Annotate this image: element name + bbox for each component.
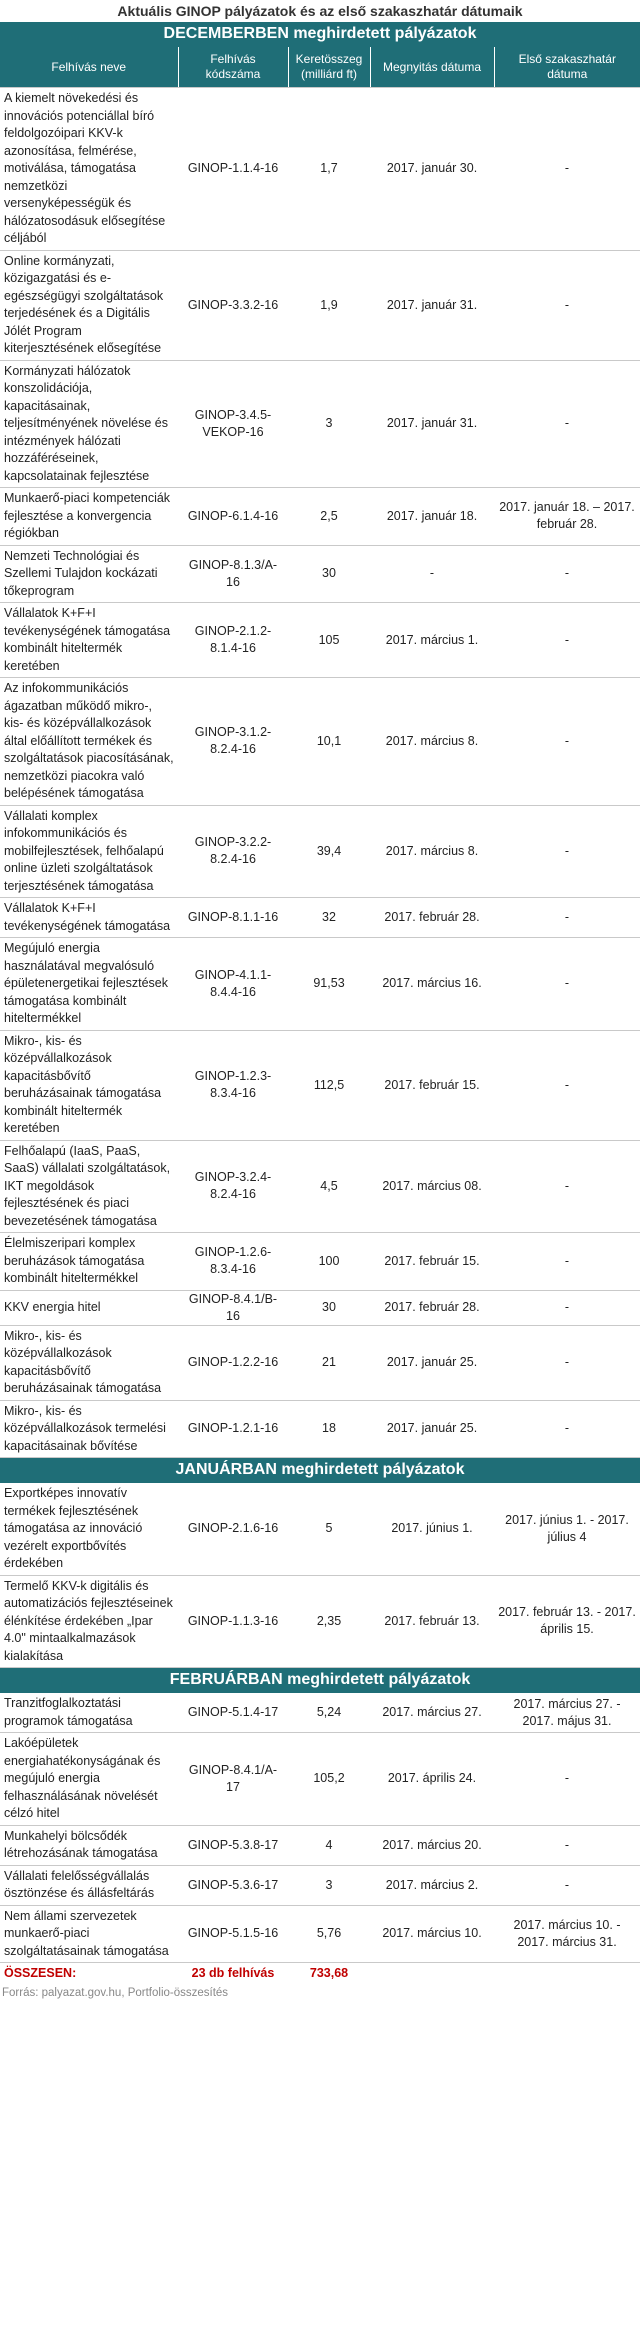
- first-deadline: -: [494, 1400, 640, 1458]
- table-row: [0, 488, 640, 546]
- tender-code: GINOP-3.4.5-VEKOP-16: [178, 360, 288, 488]
- tender-code: GINOP-1.2.2-16: [178, 1325, 288, 1400]
- tender-code: GINOP-1.2.6-8.3.4-16: [178, 1233, 288, 1291]
- section-title: FEBRUÁRBAN meghirdetett pályázatok: [0, 1668, 640, 1693]
- tender-code: GINOP-8.1.1-16: [178, 898, 288, 938]
- open-date: 2017. február 28.: [370, 1290, 494, 1325]
- open-date: 2017. február 15.: [370, 1030, 494, 1140]
- first-deadline: -: [494, 88, 640, 251]
- open-date: 2017. március 8.: [370, 678, 494, 806]
- tender-code: GINOP-5.1.5-16: [178, 1905, 288, 1963]
- table-row: [0, 1030, 640, 1140]
- tender-name: KKV energia hitel: [0, 1290, 178, 1325]
- tender-code: GINOP-3.2.4- 8.2.4-16: [178, 1140, 288, 1233]
- open-date: 2017. március 1.: [370, 603, 494, 678]
- open-date: 2017. január 25.: [370, 1400, 494, 1458]
- tender-name: Az infokommunikációs ágazatban működő mikro-, kis- és középvállalkozások által előállított termékek és szolgáltatások piacosításának, nemzetközi piacokra való belépésének támogatása: [0, 678, 178, 806]
- first-deadline: -: [494, 1325, 640, 1400]
- tender-name: Lakóépületek energiahatékonyságának és megújuló energia felhasználásának növelését célzó hitel: [0, 1733, 178, 1826]
- first-deadline: 2017. március 27. - 2017. május 31.: [494, 1693, 640, 1733]
- first-deadline: -: [494, 805, 640, 898]
- tender-code: GINOP-3.3.2-16: [178, 250, 288, 360]
- table-row: [0, 898, 640, 938]
- section-header: [0, 22, 640, 47]
- tender-code: GINOP-6.1.4-16: [178, 488, 288, 546]
- table-row: [0, 1325, 640, 1400]
- table-row: [0, 678, 640, 806]
- tender-name: Vállalati komplex infokommunikációs és mobilfejlesztések, felhőalapú online üzleti szolgáltatások terjesztésének támogatása: [0, 805, 178, 898]
- table-row: [0, 805, 640, 898]
- first-deadline: -: [494, 1733, 640, 1826]
- open-date: 2017. március 10.: [370, 1905, 494, 1963]
- table-row: [0, 1825, 640, 1865]
- section-title: DECEMBERBEN meghirdetett pályázatok: [0, 22, 640, 47]
- section-header: [0, 1668, 640, 1693]
- table-row: [0, 1290, 640, 1325]
- tender-name: Munkahelyi bölcsődék létrehozásának támogatása: [0, 1825, 178, 1865]
- open-date: 2017. január 25.: [370, 1325, 494, 1400]
- tender-amount: 39,4: [288, 805, 370, 898]
- tender-amount: 3: [288, 360, 370, 488]
- tender-amount: 30: [288, 545, 370, 603]
- table-row: [0, 1865, 640, 1905]
- section-title: JANUÁRBAN meghirdetett pályázatok: [0, 1458, 640, 1483]
- tender-code: GINOP-3.2.2-8.2.4-16: [178, 805, 288, 898]
- tender-code: GINOP-1.2.1-16: [178, 1400, 288, 1458]
- tender-code: GINOP-5.3.6-17: [178, 1865, 288, 1905]
- open-date: 2017. március 2.: [370, 1865, 494, 1905]
- tender-code: GINOP-3.1.2-8.2.4-16: [178, 678, 288, 806]
- tender-name: Termelő KKV-k digitális és automatizációs fejlesztéseinek élénkítése érdekében „Ipar 4.0" mintaalkalmazások kialakítása: [0, 1575, 178, 1668]
- first-deadline: -: [494, 1825, 640, 1865]
- first-deadline: 2017. június 1. - 2017. július 4: [494, 1483, 640, 1576]
- open-date: -: [370, 545, 494, 603]
- table-row: [0, 603, 640, 678]
- tender-amount: 32: [288, 898, 370, 938]
- tender-amount: 21: [288, 1325, 370, 1400]
- tender-name: Vállalati felelősségvállalás ösztönzése és állásfeltárás: [0, 1865, 178, 1905]
- first-deadline: -: [494, 1233, 640, 1291]
- total-label: ÖSSZESEN:: [4, 1966, 77, 1980]
- tender-name: Online kormányzati, közigazgatási és e-egészségügyi szolgáltatások terjedésének és a Digitális Jólét Program kiterjesztésének elősegítése: [0, 250, 178, 360]
- tender-name: Nem állami szervezetek munkaerő-piaci szolgáltatásainak támogatása: [0, 1905, 178, 1963]
- table-row: [0, 938, 640, 1031]
- open-date: 2017. január 18.: [370, 488, 494, 546]
- open-date: 2017. április 24.: [370, 1733, 494, 1826]
- tender-name: Megújuló energia használatával megvalósuló épületenergetikai fejlesztések támogatása kombinált hiteltermékkel: [0, 938, 178, 1031]
- tender-code: GINOP-8.4.1/B-16: [178, 1290, 288, 1325]
- table-row: [0, 360, 640, 488]
- tender-table: [0, 22, 640, 1983]
- table-row: [0, 250, 640, 360]
- open-date: 2017. március 08.: [370, 1140, 494, 1233]
- tender-amount: 30: [288, 1290, 370, 1325]
- tender-amount: 18: [288, 1400, 370, 1458]
- tender-amount: 112,5: [288, 1030, 370, 1140]
- tender-code: GINOP-1.1.3-16: [178, 1575, 288, 1668]
- tender-name: Mikro-, kis- és középvállalkozások termelési kapacitásainak bővítése: [0, 1400, 178, 1458]
- open-date: 2017. február 28.: [370, 898, 494, 938]
- tender-name: Mikro-, kis- és középvállalkozások kapacitásbővítő beruházásainak támogatása kombinált hiteltermék keretében: [0, 1030, 178, 1140]
- tender-name: Exportképes innovatív termékek fejlesztésének támogatása az innováció vezérelt exportbővítés érdekében: [0, 1483, 178, 1576]
- header-name: Felhívás neve: [0, 47, 178, 88]
- tender-amount: 5,76: [288, 1905, 370, 1963]
- open-date: 2017. március 16.: [370, 938, 494, 1031]
- tender-name: Munkaerő-piaci kompetenciák fejlesztése a konvergencia régiókban: [0, 488, 178, 546]
- table-row: [0, 1233, 640, 1291]
- first-deadline: -: [494, 1030, 640, 1140]
- table-row: [0, 1905, 640, 1963]
- header-code: Felhívás kódszáma: [178, 47, 288, 88]
- tender-code: GINOP-1.1.4-16: [178, 88, 288, 251]
- table-row: [0, 1483, 640, 1576]
- open-date: 2017. március 27.: [370, 1693, 494, 1733]
- first-deadline: -: [494, 250, 640, 360]
- source-note: Forrás: palyazat.gov.hu, Portfolio-összesítés: [2, 1987, 229, 1999]
- open-date: 2017. február 13.: [370, 1575, 494, 1668]
- tender-amount: 1,9: [288, 250, 370, 360]
- section-header: [0, 1458, 640, 1483]
- first-deadline: 2017. január 18. – 2017. február 28.: [494, 488, 640, 546]
- table-row: [0, 1693, 640, 1733]
- tender-name: Vállalatok K+F+I tevékenységének támogatása kombinált hiteltermék keretében: [0, 603, 178, 678]
- tender-amount: 105,2: [288, 1733, 370, 1826]
- tender-name: Kormányzati hálózatok konszolidációja, kapacitásainak, teljesítményének növelése és intézmények hálózati hozzáféréseinek, kapcsolatainak fejlesztése: [0, 360, 178, 488]
- tender-amount: 2,5: [288, 488, 370, 546]
- table-row: [0, 545, 640, 603]
- tender-amount: 1,7: [288, 88, 370, 251]
- total-empty: [370, 1963, 640, 1984]
- table-row: [0, 88, 640, 251]
- tender-code: GINOP-8.4.1/A-17: [178, 1733, 288, 1826]
- tender-amount: 105: [288, 603, 370, 678]
- page-title: Aktuális GINOP pályázatok és az első szakaszhatár dátumaik: [117, 3, 523, 19]
- tender-amount: 2,35: [288, 1575, 370, 1668]
- tender-amount: 100: [288, 1233, 370, 1291]
- first-deadline: -: [494, 545, 640, 603]
- open-date: 2017. január 31.: [370, 250, 494, 360]
- tender-code: GINOP-2.1.6-16: [178, 1483, 288, 1576]
- first-deadline: -: [494, 678, 640, 806]
- tender-code: GINOP-8.1.3/A-16: [178, 545, 288, 603]
- open-date: 2017. február 15.: [370, 1233, 494, 1291]
- first-deadline: -: [494, 1290, 640, 1325]
- tender-code: GINOP-2.1.2-8.1.4-16: [178, 603, 288, 678]
- tender-code: GINOP-5.3.8-17: [178, 1825, 288, 1865]
- tender-name: Nemzeti Technológiai és Szellemi Tulajdon kockázati tőkeprogram: [0, 545, 178, 603]
- open-date: 2017. március 20.: [370, 1825, 494, 1865]
- tender-code: GINOP-1.2.3-8.3.4-16: [178, 1030, 288, 1140]
- open-date: 2017. június 1.: [370, 1483, 494, 1576]
- header-first-deadline: Első szakaszhatár dátuma: [494, 47, 640, 88]
- first-deadline: 2017. március 10. - 2017. március 31.: [494, 1905, 640, 1963]
- first-deadline: -: [494, 938, 640, 1031]
- tender-name: A kiemelt növekedési és innovációs potenciállal bíró feldolgozóipari KKV-k azonosítása, felmérése, motiválása, támogatása nemzetközi versenyképességük és hálózatosodásuk elősegítése céljából: [0, 88, 178, 251]
- tender-amount: 5,24: [288, 1693, 370, 1733]
- tender-amount: 3: [288, 1865, 370, 1905]
- total-count: 23 db felhívás: [191, 1965, 275, 1980]
- header-amount: Keretösszeg (milliárd ft): [288, 47, 370, 88]
- tender-name: Vállalatok K+F+I tevékenységének támogatása: [0, 898, 178, 938]
- first-deadline: -: [494, 360, 640, 488]
- tender-amount: 4,5: [288, 1140, 370, 1233]
- open-date: 2017. március 8.: [370, 805, 494, 898]
- open-date: 2017. január 30.: [370, 88, 494, 251]
- tender-name: Élelmiszeripari komplex beruházások támogatása kombinált hiteltermékkel: [0, 1233, 178, 1291]
- tender-code: GINOP-4.1.1-8.4.4-16: [178, 938, 288, 1031]
- total-row: [0, 1963, 640, 1984]
- open-date: 2017. január 31.: [370, 360, 494, 488]
- tender-name: Tranzitfoglalkoztatási programok támogatása: [0, 1693, 178, 1733]
- tender-code: GINOP-5.1.4-17: [178, 1693, 288, 1733]
- tender-amount: 5: [288, 1483, 370, 1576]
- table-row: [0, 1575, 640, 1668]
- first-deadline: -: [494, 1140, 640, 1233]
- first-deadline: -: [494, 603, 640, 678]
- column-header-row: [0, 47, 640, 88]
- header-open-date: Megnyitás dátuma: [370, 47, 494, 88]
- tender-name: Mikro-, kis- és középvállalkozások kapacitásbővítő beruházásainak támogatása: [0, 1325, 178, 1400]
- first-deadline: 2017. február 13. - 2017. április 15.: [494, 1575, 640, 1668]
- tender-amount: 91,53: [288, 938, 370, 1031]
- first-deadline: -: [494, 898, 640, 938]
- table-row: [0, 1400, 640, 1458]
- table-row: [0, 1733, 640, 1826]
- tender-amount: 4: [288, 1825, 370, 1865]
- total-amount: 733,68: [309, 1965, 349, 1980]
- table-row: [0, 1140, 640, 1233]
- first-deadline: -: [494, 1865, 640, 1905]
- tender-amount: 10,1: [288, 678, 370, 806]
- tender-name: Felhőalapú (IaaS, PaaS, SaaS) vállalati szolgáltatások, IKT megoldások fejlesztésének és piaci bevezetésének támogatása: [0, 1140, 178, 1233]
